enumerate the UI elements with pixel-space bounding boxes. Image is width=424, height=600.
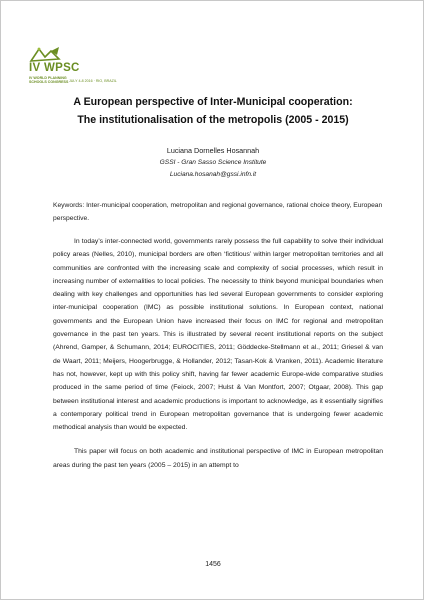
logo-title: IV WPSC [29,62,80,74]
author-affiliation: GSSI - Gran Sasso Science Institute [159,159,267,166]
paper-title-line2: The institutionalisation of the metropolis (2005 - 2015) [77,114,349,126]
logo-tagline: JULY 4-8 2016 · RIO, BRAZIL [69,79,117,83]
paragraph-2: This paper will focus on both academic and institutional perspective of IMC in European metropolitan areas during the past ten years (2005 – 2015) in an attempt to [53,448,383,469]
logo-subtitle [29,76,69,84]
author-name: Luciana Dornelles Hosannah [166,146,260,155]
conference-logo [29,45,169,87]
page-number: 1456 [205,561,221,568]
author-block [21,145,405,181]
logo-subtitle-line1: IV WORLD PLANNING [29,76,67,80]
author-email: Luciana.hosanah@gssi.infn.it [169,171,257,178]
logo-subtitle-line2: SCHOOLS CONGRESS [29,80,69,84]
paragraph-1: In today’s inter-connected world, governments rarely possess the full capability to solve their individual policy areas (Nelles, 2010), municipal borders are often ‘fictitious’ within larger metropolitan territories and all communities are confronted with the increasing scale and complexity of social processes, which result in increasing number of externalities to local policies. The necessity to think beyond municipal boundaries when dealing with key challenges and opportunities has led several European governments to consider exploring inter-municipal cooperation (IMC) as possible institutional solutions. In European context, national governments and the European Union have increased their focus on IMC for regional and metropolitan governance in the past ten years. This is illustrated by several recent institutional reports on the subject (Ahrend, Gamper, & Schumann, 2014; EUROCITIES, 2011; Göddecke-Stellmann et al., 2011; Griesel & van de Waart, 2011; Meijers, Hoogerbrugge, & Hollander, 2012; Tasan-Kok & Vranken, 2011). Academic literature has not, however, kept up with this policy shift, having far fewer academic Europe-wide comparative studies produced in the same period of time (Feiock, 2007; Hulst & Van Montfort, 2007; Otgaar, 2008). This gap between institutional interest and academic productions is important to acknowledge, as it essentially signifies a contemporary political trend in European metropolitan governance that is undergoing fewer academic methodical analysis than would be expected. [53,238,383,432]
paper-title-line1: A European perspective of Inter-Municipal cooperation: [73,96,353,108]
body-text [53,235,383,483]
paper-title [21,93,405,129]
wpsc-arrow-logo-icon [29,45,75,63]
keywords: Keywords: Inter-municipal cooperation, metropolitan and regional governance, rational choice theory, European perspective. [53,202,383,222]
